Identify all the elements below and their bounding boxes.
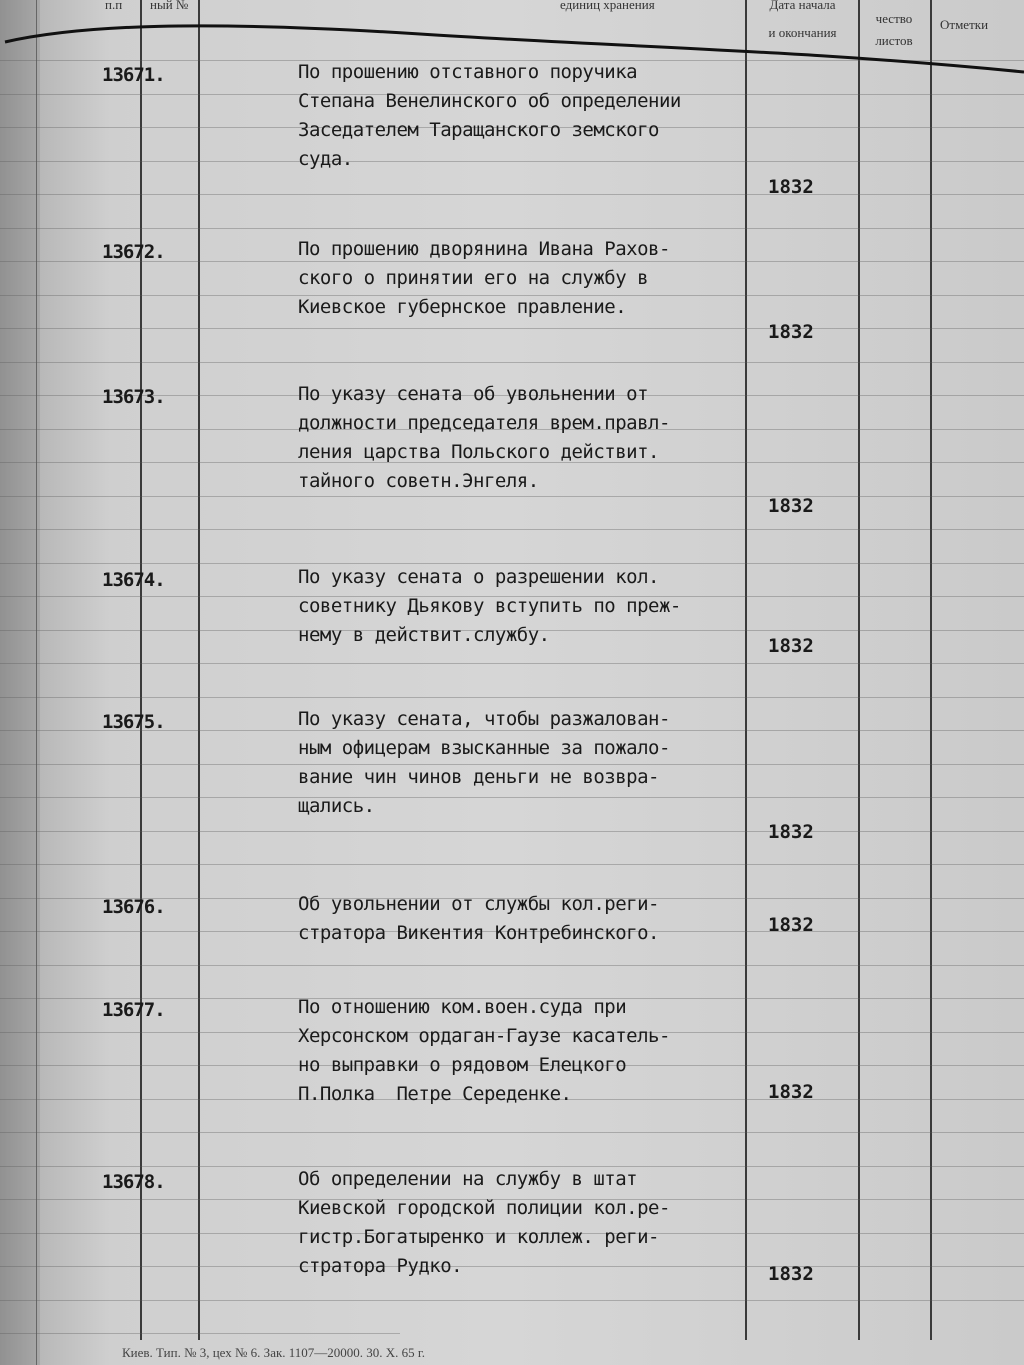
entry-year: 1832	[768, 635, 814, 657]
entry-title-line: По прошению дворянина Ивана Рахов-	[298, 238, 670, 260]
entry-number: 13678.	[102, 1171, 165, 1193]
entry-title-line: Киевское губернское правление.	[298, 296, 627, 318]
entry-title-line: вание чин чинов деньги не возвра-	[298, 766, 659, 788]
entry-title-line: щались.	[298, 795, 375, 817]
ruled-line	[0, 194, 1024, 195]
ruled-line	[0, 663, 1024, 664]
entry-year: 1832	[768, 1081, 814, 1103]
entry-title-line: но выправки о рядовом Елецкого	[298, 1054, 627, 1076]
header-sheets-line1: чество	[875, 11, 913, 26]
entry-title-line: По указу сената, чтобы разжалован-	[298, 708, 670, 730]
entry-title-line: суда.	[298, 148, 353, 170]
entry-number: 13675.	[102, 711, 165, 733]
entry-year: 1832	[768, 495, 814, 517]
entry-title-line: стратора Рудко.	[298, 1255, 463, 1277]
header-col-dates	[750, 0, 855, 44]
header-dates-line2: и окончания	[768, 25, 837, 40]
ruled-line	[0, 1333, 400, 1334]
entry-number: 13674.	[102, 569, 165, 591]
entry-year: 1832	[768, 176, 814, 198]
column-divider	[858, 0, 860, 1340]
entry-title-line: Киевской городской полиции кол.ре-	[298, 1197, 670, 1219]
ruled-line	[0, 965, 1024, 966]
entry-title-line: Об определении на службу в штат	[298, 1168, 638, 1190]
entry-number: 13677.	[102, 999, 165, 1021]
entry-title-line: ления царства Польского действит.	[298, 441, 659, 463]
column-divider	[745, 0, 747, 1340]
entry-title-line: должности председателя врем.правл-	[298, 412, 670, 434]
entry-title-line: тайного советн.Энгеля.	[298, 470, 539, 492]
entry-year: 1832	[768, 914, 814, 936]
header-dates-line1: Дата начала	[769, 0, 836, 12]
column-divider	[198, 0, 200, 1340]
entry-title-line: По прошению отставного поручика	[298, 61, 638, 83]
ruled-line	[0, 1132, 1024, 1133]
entry-number: 13676.	[102, 896, 165, 918]
entry-year: 1832	[768, 821, 814, 843]
entry-title-line: ным офицерам взысканные за пожало-	[298, 737, 670, 759]
printer-imprint: Киев. Тип. № 3, цех № 6. Зак. 1107—20000. 30. X. 65 г.	[122, 1345, 426, 1360]
entry-year: 1832	[768, 1263, 814, 1285]
entry-title-line: ского о принятии его на службу в	[298, 267, 649, 289]
column-divider	[930, 0, 932, 1340]
column-divider	[140, 0, 142, 1340]
left-page-edge	[0, 0, 40, 1365]
header-col-number: п.п	[105, 0, 123, 12]
entry-title-line: По указу сената об увольнении от	[298, 383, 649, 405]
entry-title-line: По указу сената о разрешении кол.	[298, 566, 659, 588]
header-sheets-line2: листов	[875, 33, 913, 48]
ruled-line	[0, 864, 1024, 865]
ruled-line	[0, 831, 1024, 832]
entry-title-line: Херсонском ордаган-Гаузе касатель-	[298, 1025, 670, 1047]
header-col-sheets	[862, 8, 926, 52]
entry-number: 13671.	[102, 64, 165, 86]
entry-title-line: По отношению ком.воен.суда при	[298, 996, 627, 1018]
header-col-title: единиц хранения	[560, 0, 655, 12]
ruled-line	[0, 228, 1024, 229]
entry-title-line: нему в действит.службу.	[298, 624, 550, 646]
entry-title-line: гистр.Богатыренко и коллеж. реги-	[298, 1226, 659, 1248]
entry-title-line: стратора Викентия Контребинского.	[298, 922, 659, 944]
ruled-line	[0, 362, 1024, 363]
entry-title-line: Степана Венелинского об определении	[298, 90, 681, 112]
header-col-notes: Отметки	[940, 17, 989, 32]
entry-year: 1832	[768, 321, 814, 343]
ruled-line	[0, 529, 1024, 530]
entry-title-line: Об увольнении от службы кол.реги-	[298, 893, 659, 915]
ruled-line	[0, 328, 1024, 329]
column-divider	[36, 0, 37, 1365]
entry-number: 13673.	[102, 386, 165, 408]
ruled-line	[0, 1300, 1024, 1301]
entry-title-line: П.Полка Петре Середенке.	[298, 1083, 572, 1105]
entry-number: 13672.	[102, 241, 165, 263]
entry-title-line: советнику Дьякову вступить по преж-	[298, 595, 681, 617]
header-col-archive-no: ный №	[150, 0, 189, 12]
ruled-line	[0, 697, 1024, 698]
entry-title-line: Заседателем Таращанского земского	[298, 119, 659, 141]
